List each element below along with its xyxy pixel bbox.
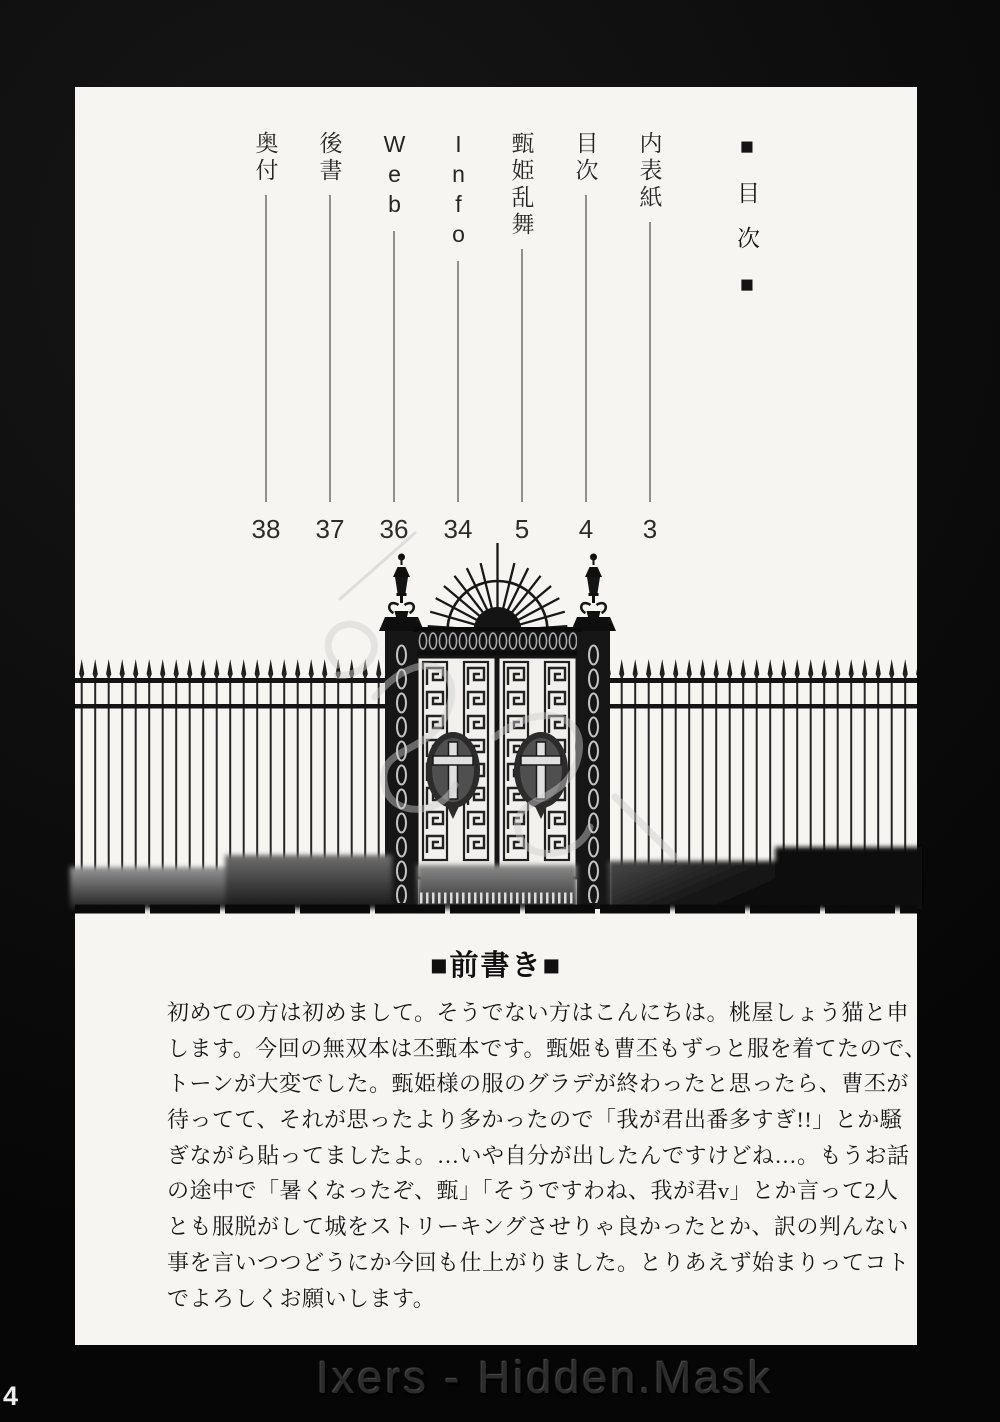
toc-entry-label: 甄姫乱舞	[508, 131, 535, 239]
toc-leader-line	[265, 195, 267, 502]
gate-frieze	[413, 627, 582, 659]
foreword-line: の途中で「暑くなったぞ、甄」「そうですわね、我が君v」とか言って2人	[167, 1178, 899, 1204]
toc-leader-line	[521, 249, 523, 502]
toc-leader-line	[649, 222, 651, 502]
page-number: 4	[3, 1381, 19, 1411]
foreword-line: トーンが大変でした。甄姫様の服のグラデが終わったと思ったら、曹丕が	[167, 1071, 909, 1097]
sunburst-icon	[428, 543, 568, 631]
foreword-line: ぎながら貼ってましたよ。…いや自分が出したんですけどね…。もうお話	[167, 1142, 910, 1168]
toc-entry-label: Info	[445, 131, 472, 251]
toc-leader-line	[393, 231, 395, 502]
lamp-icon-right	[581, 554, 606, 620]
toc-entry	[441, 131, 475, 545]
toc-entry-page: 36	[379, 514, 409, 544]
foreword-line: 事を言いつつどうにか今回も仕上がりました。とりあえず始まりってコト	[167, 1249, 910, 1275]
toc-entry-page: 5	[514, 514, 530, 544]
iron-gate-illustration	[75, 547, 917, 927]
foreword-body	[167, 995, 927, 1316]
toc-entry-page: 38	[251, 514, 281, 544]
toc-entry-label: 後書	[316, 131, 343, 185]
foreword-title: ■前書き■	[429, 950, 563, 982]
foreword-line: でよろしくお願いします。	[167, 1285, 436, 1311]
toc-entry-label: 奥付	[252, 131, 279, 185]
toc-entry-page: 3	[642, 514, 658, 544]
toc-entry	[313, 131, 347, 545]
toc-leader-line	[585, 195, 587, 502]
toc-entry	[569, 131, 603, 545]
toc-title: ■目次■	[734, 133, 760, 319]
toc-entry-page: 34	[443, 514, 473, 544]
toc-leader-line	[457, 261, 459, 502]
toc-entry	[249, 131, 283, 545]
foreword-line: 待ってて、それが思ったより多かったので「我が君出番多すぎ!!」とか騒	[167, 1107, 903, 1133]
foreword-line: 初めての方は初めまして。そうでない方はこんにちは。桃屋しょう猫と申	[167, 1000, 910, 1025]
toc-entry-page: 4	[578, 514, 594, 544]
toc-leader-line	[329, 195, 331, 502]
toc-entry-page: 37	[315, 514, 345, 544]
toc-entry-label: 内表紙	[636, 131, 663, 212]
bottom-watermark: Ixers - Hidden.Mask	[316, 1352, 774, 1403]
book-page	[75, 87, 927, 1345]
lamp-icon-left	[389, 554, 414, 620]
toc-entry	[505, 131, 539, 545]
toc-entry-label: Web	[381, 131, 408, 221]
toc-entry	[377, 131, 411, 545]
toc-entry	[633, 131, 667, 545]
toc-entry-label: 目次	[572, 131, 599, 185]
foreword-line: とも服脱がして城をストリーキングさせりゃ良かったとか、訳の判んない	[167, 1214, 909, 1240]
foreword-line: します。今回の無双本は丕甄本です。甄姫も曹丕もずっと服を着てたので、	[167, 1035, 927, 1061]
